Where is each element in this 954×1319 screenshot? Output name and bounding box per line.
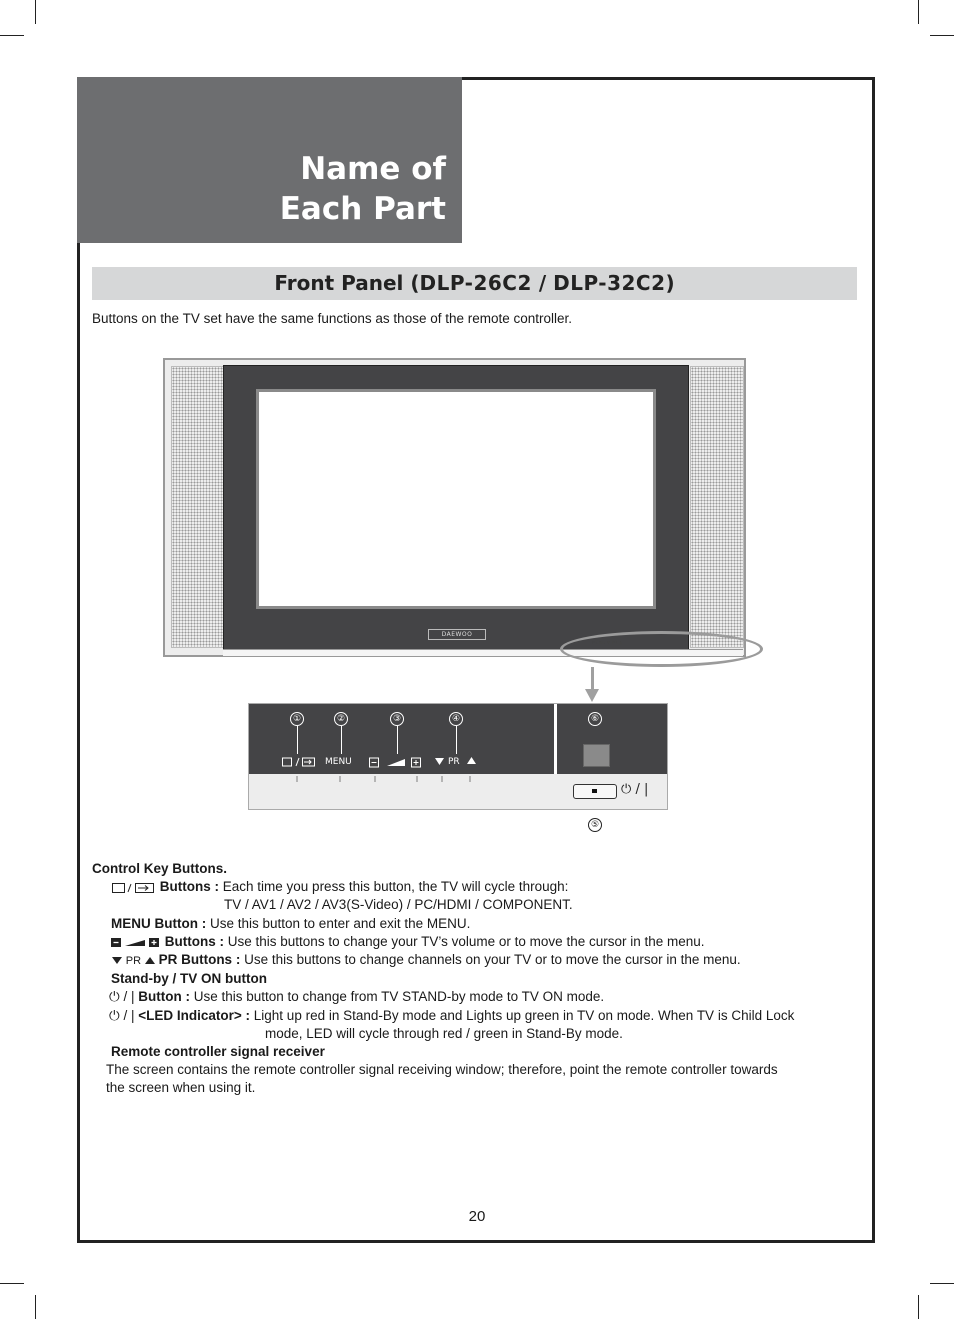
callout-6: ⑥ (588, 712, 602, 726)
mini-control-labels: MENU ▼ PR ▲ (592, 641, 623, 646)
power-icon: ⏻ (109, 1007, 120, 1023)
power-icon: ⏻ (109, 989, 120, 1005)
panel-divider (554, 704, 557, 774)
pr-down-icon (112, 956, 122, 965)
section-title: Front Panel (DLP-26C2 / DLP-32C2) (274, 271, 675, 295)
crop-mark (918, 1295, 919, 1319)
pr-icon-text: PR (125, 955, 142, 968)
button-tick (374, 776, 376, 782)
power-symbol: ⏻ / | (621, 782, 649, 797)
source-cycle-text: TV / AV1 / AV2 / AV3(S-Video) / PC/HDMI / COMPONENT. (224, 897, 573, 913)
power-icon: ⏻ (621, 782, 632, 797)
remote-sensor (583, 744, 610, 767)
button-tick (416, 776, 418, 782)
panel-dark-area (249, 704, 667, 774)
menu-label: MENU (325, 757, 352, 767)
tv-illustration (163, 358, 746, 657)
control-panel-closeup (248, 703, 668, 810)
remote-heading: Remote controller signal receiver (111, 1044, 325, 1060)
tv-source-icon (112, 882, 156, 894)
volume-icon (369, 757, 423, 768)
left-speaker-grille (171, 366, 225, 648)
intro-text: Buttons on the TV set have the same functions as those of the remote controller. (92, 311, 573, 326)
brand-logo: DAEWOO (428, 629, 486, 640)
menu-button-desc: MENU Button : Use this button to enter and exit the MENU. (111, 915, 471, 931)
chapter-title-box (77, 77, 462, 243)
source-button-desc: Buttons : Each time you press this button, the TV will cycle through: (92, 878, 858, 896)
button-tick (441, 776, 443, 782)
power-button (573, 784, 617, 799)
crop-mark (35, 1295, 36, 1319)
crop-mark (0, 35, 24, 36)
crop-mark (35, 0, 36, 24)
description-heading: Control Key Buttons. (92, 861, 227, 876)
crop-mark (930, 1283, 954, 1284)
callout-5: ⑤ (588, 818, 602, 832)
button-tick (296, 776, 298, 782)
pr-up-icon (467, 757, 476, 765)
crop-mark (918, 0, 919, 24)
tv-source-icon (282, 757, 316, 768)
right-speaker-grille (690, 366, 744, 648)
callout-leader (456, 726, 457, 754)
pr-button-desc: PR PR Buttons : Use this buttons to change channels on your TV or to move the cursor in the menu. (92, 951, 858, 970)
callout-leader (397, 726, 398, 754)
volume-button-desc: Buttons : Use this buttons to change your TV’s volume or to move the cursor in the menu. (92, 933, 858, 951)
callout-leader (297, 726, 298, 754)
callout-4: ④ (449, 712, 463, 726)
led-indicator-desc: ⏻ / | <LED Indicator> : Light up red in Stand-By mode and Lights up green in TV on mode. When TV is Child Lock (109, 1007, 795, 1023)
section-header (92, 267, 857, 300)
crop-mark (930, 35, 954, 36)
callout-1: ① (290, 712, 304, 726)
pr-label: PR (448, 757, 460, 767)
crop-mark (0, 1283, 24, 1284)
callout-2: ② (334, 712, 348, 726)
chapter-title: Name of Each Part (279, 151, 446, 227)
callout-3: ③ (390, 712, 404, 726)
zoom-arrow-line (591, 667, 594, 691)
standby-heading: Stand-by / TV ON button (111, 971, 267, 987)
control-key-descriptions (92, 860, 858, 1098)
zoom-highlight-ellipse (560, 631, 763, 667)
tv-screen (256, 389, 656, 609)
zoom-arrow-head (585, 689, 599, 702)
volume-icon (111, 937, 161, 948)
callout-leader (341, 726, 342, 754)
remote-desc: The screen contains the remote controller signal receiving window; therefore, point the remote controller towards (106, 1062, 778, 1078)
power-button-desc: ⏻ / | Button : Use this button to change from TV STAND-by mode to TV ON mode. (109, 989, 605, 1005)
remote-desc-cont: the screen when using it. (106, 1080, 256, 1096)
page-number: 20 (468, 1208, 486, 1225)
button-tick (339, 776, 341, 782)
pr-up-icon (145, 956, 155, 965)
pr-down-icon (435, 758, 444, 766)
led-indicator-desc-cont: mode, LED will cycle through red / green in Stand-By mode. (265, 1025, 623, 1041)
tv-bezel (223, 365, 689, 651)
button-tick (469, 776, 471, 782)
